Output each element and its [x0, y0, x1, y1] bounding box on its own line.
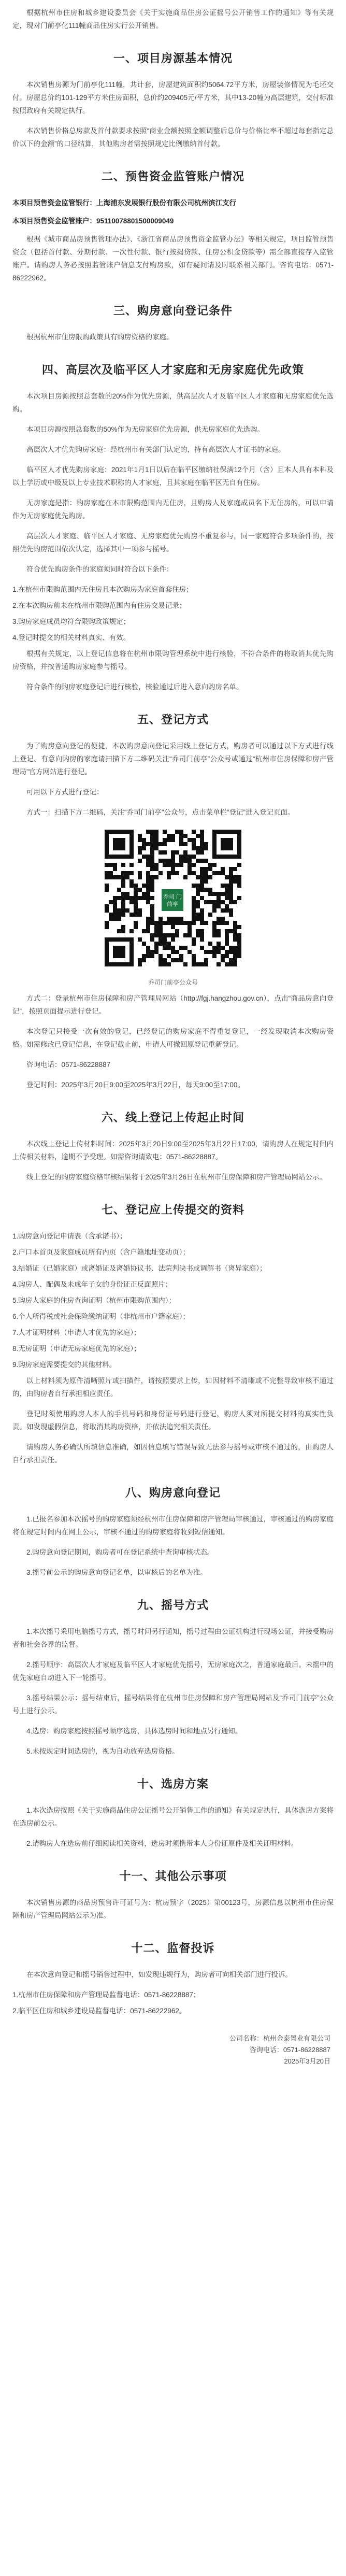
- paragraph: 3.摇号前公示的购房意向登记名单，以审核后的名单为准。: [26, 1569, 207, 1576]
- qr-section: [12, 829, 334, 987]
- section-title-11: 十一、其他公示事项: [119, 1870, 227, 1883]
- paragraph: 本次销售价格总房款及首付款要求按照“商业金额按照金额调整后总价与价格比率不超过每套指定总价以下的金额”的口径结算，其他购房者需按照规定比例缴纳首付款。: [12, 127, 334, 148]
- paragraph: 登记时间：2025年3月20日9:00至2025年3月22日，每天9:00至17:00。: [26, 1081, 244, 1089]
- paragraph: 本项目房源按照总套数的50%作为无房家庭优先房源，供无房家庭优先选购。: [26, 425, 265, 433]
- paragraph: 以上材料须为原件清晰照片或扫描件，请按照要求上传，如因材料不清晰或不完整导致审核不通过的，由购房者自行承担相应责任。: [12, 1377, 334, 1398]
- section-title-7: 七、登记应上传提交的资料: [101, 1203, 244, 1216]
- paragraph: 1.本次摇号采用电脑摇号方式，摇号时间另行通知，摇号过程由公证机构进行现场公证，并接受购房者和社会各界的监督。: [12, 1628, 334, 1648]
- list-item: 6.个人所得税或社会保险缴纳证明（非杭州市户籍家庭）；: [12, 1313, 190, 1320]
- list-item: 9.购房家庭需要提交的其他材料。: [12, 1361, 117, 1369]
- list-item: 1.杭州市住房保障和房产管理局监督电话：0571-86228887；: [12, 1991, 200, 1999]
- paragraph: 根据《城市商品房预售管理办法》、《浙江省商品房预售资金监管办法》等相关规定，项目监管预售资金（包括首付款、分期付款、一次性付款、银行按揭贷款、住房公积金贷款等）需全部直接存入监管账户。请购房人务必按照监管账户信息支付购房款，如有疑问请及时联系相关部门。咨询电话：0571-86222962。: [12, 235, 334, 282]
- paragraph: 为了购房意向登记的便捷，本次购房意向登记采用线上登记方式，购房者可以通过以下方式进行线上登记。有意向购房的家庭请扫描下方二维码关注“乔司门前亭”公众号或通过“杭州市住房保障和房产管理局”官方网站进行登记。: [12, 742, 334, 776]
- publish-date: 2025年3月20日: [284, 2057, 330, 2065]
- section-title-12: 十二、监督投诉: [131, 1942, 215, 1955]
- paragraph: 3.摇号结果公示：摇号结束后，摇号结果将在杭州市住房保障和房产管理局网站及“乔司门前亭”公众号上进行公示。: [12, 1694, 334, 1715]
- paragraph: 2.摇号顺序：高层次人才家庭及临平区人才家庭优先摇号，无房家庭次之，普通家庭最后。未摇中的优先家庭自动进入下一轮摇号。: [12, 1661, 334, 1682]
- paragraph: 无房家庭是指：购房家庭在本市限购范围内无住房，且购房人及家庭成员名下无住房的，可以申请作为无房家庭优先购房。: [12, 499, 334, 520]
- paragraph: 1.本次选房按照《关于实施商品住房公证摇号公开销售工作的通知》有关规定执行，具体选房方案将在选房前公示。: [12, 1806, 334, 1827]
- paragraph: 临平区人才优先购房家庭：2021年1月1日以后在临平区缴纳社保满12个月（含）且本人具有本科及以上学历或中级及以上专业技术职称的人才家庭，且其家庭在临平区无自有住房。: [12, 466, 334, 487]
- list-item: 8.无房证明（申请无房家庭优先的家庭）；: [12, 1345, 141, 1353]
- paragraph: 5.未按规定时间选房的，视为自动放弃选房资格。: [26, 1747, 179, 1755]
- paragraph: 请购房人务必确认所填信息准确，如因信息填写错误导致无法参与摇号或审核不通过的，由购房人自行承担责任。: [12, 1443, 334, 1464]
- intro-paragraph: 根据杭州市住房和城乡建设委员会《关于实施商品住房公证摇号公开销售工作的通知》等有关规定，现对门前亭化111幢商品住房实行公开销售。: [12, 9, 334, 30]
- paragraph: 咨询电话：0571-86228887: [26, 1061, 111, 1069]
- paragraph: 线上登记的购房家庭资格审核结果将于2025年3月26日在杭州市住房保障和房产管理局网站公示。: [26, 1173, 327, 1181]
- paragraph: 本次销售房源为门前亭化111幢，共计套，房屋建筑面积约5064.72平方米，房屋装修情况为毛坯交付。房屋总价约101-129平方米住房面积，总价约209405元/平方米，其中13-20幢为高层建筑，交付标准按照政府有关规定执行。: [12, 81, 334, 115]
- section-title-6: 六、线上登记上传起止时间: [101, 1111, 244, 1124]
- section-title-9: 九、摇号方式: [137, 1599, 209, 1612]
- list-item: 3.结婚证（已婚家庭）或离婚证及离婚协议书、法院判决书或调解书（离异家庭）；: [12, 1264, 267, 1272]
- section-title-10: 十、选房方案: [137, 1777, 209, 1790]
- paragraph: 本次登记只接受一次有效的登记，已经登记的购房家庭不得重复登记，一经发现取消本次购房资格。如需修改已登记信息，在登记截止前，申请人可撤回原登记重新登记。: [12, 1028, 334, 1048]
- account-line: 本项目预售资金监管账户：95110078801500009049: [12, 217, 174, 225]
- qr-code[interactable]: [104, 829, 242, 972]
- section-title-8: 八、购房意向登记: [125, 1486, 221, 1499]
- company-name: 公司名称：杭州金泰置业有限公司: [229, 2034, 330, 2042]
- paragraph: 可用以下方式进行登记：: [26, 788, 104, 796]
- list-item: 3.购房家庭成员均符合限购政策规定；: [12, 618, 131, 625]
- paragraph: 高层次人才家庭、临平区人才家庭、无房家庭优先购房不重复参与，同一家庭符合多项条件的，按照优先购房范围依次认定，选择其中一项参与摇号。: [12, 532, 334, 553]
- paragraph: 在本次意向登记和摇号销售过程中，如发现违规行为，购房者可向相关部门进行投诉。: [26, 1971, 292, 1979]
- paragraph: 符合条件的购房家庭登记后进行核验，核验通过后进入意向购房名单。: [26, 683, 243, 691]
- list-item: 4.购房人、配偶及未成年子女的身份证正反面照片；: [12, 1280, 172, 1288]
- list-item: 7.人才证明材料（申请人才优先的家庭）；: [12, 1329, 141, 1336]
- paragraph: 高层次人才优先购房家庭：经杭州市有关部门认定的，持有高层次人才证书的家庭。: [26, 446, 285, 453]
- list-item: 5.购房人家庭的住房查询证明（杭州市限购范围内）；: [12, 1297, 176, 1304]
- qr-caption: 乔司门前亭公众号: [148, 979, 198, 986]
- paragraph: 2.购房意向登记期间，购房者可在登记系统中查询审核状态。: [26, 1548, 214, 1556]
- section-title-3: 三、购房意向登记条件: [113, 304, 233, 317]
- list-item: 1.购房意向登记申请表（含承诺书）；: [12, 1232, 127, 1240]
- list-item: 4.登记时提交的相关材料真实、有效。: [12, 634, 131, 642]
- paragraph: 根据有关规定，以上登记信息将在杭州市限购管理系统中进行核验，不符合条件的将取消其优先购房资格，并按普通购房家庭参与摇号。: [12, 650, 334, 671]
- paragraph: 本次销售房源的商品房预售许可证号为：杭房预字（2025）第00123号，房源信息以杭州市住房保障和房产管理局网站公示为准。: [12, 1899, 334, 1919]
- footer: [12, 2033, 334, 2067]
- section-title-5: 五、登记方式: [137, 713, 209, 726]
- qr-logo-icon: 乔司 门前亭: [160, 888, 185, 913]
- list-item: 2.临平区住房和城乡建设局监督电话：0571-86222962。: [12, 2007, 186, 2015]
- section-title-2: 二、预售资金监管账户情况: [101, 170, 244, 183]
- paragraph: 4.选房：购房家庭按照摇号顺序选房，具体选房时间和地点另行通知。: [26, 1727, 242, 1735]
- paragraph: 方式一：扫描下方二维码，关注“乔司门前亭”公众号，点击菜单栏“登记”进入登记页面。: [26, 808, 295, 816]
- list-item: 1.在杭州市限购范围内无住房且本次购房为家庭首套住房；: [12, 586, 193, 593]
- paragraph: 2.请购房人在选房前仔细阅读相关资料，选房时须携带本人身份证原件及相关证明材料。: [26, 1840, 298, 1847]
- paragraph: 方式二：登录杭州市住房保障和房产管理局网站（http://fgj.hangzhou.gov.cn），点击“商品房意向登记”，按照页面提示进行登记。: [12, 994, 334, 1015]
- paragraph: 根据杭州市住房限购政策具有购房资格的家庭。: [26, 333, 174, 341]
- section-title-1: 一、项目房源基本情况: [113, 52, 233, 65]
- paragraph: 本次项目房源按照总套数的20%作为优先房源，供高层次人才及临平区人才家庭和无房家庭优先选购。: [12, 392, 334, 413]
- bank-line: 本项目预售资金监管银行：上海浦东发展银行股份有限公司杭州滨江支行: [12, 199, 236, 207]
- list-item: 2.在本次购房前未在杭州市限购范围内有住房交易记录；: [12, 602, 186, 609]
- paragraph: 本次线上登记上传材料时间：2025年3月20日9:00至2025年3月22日17:00，请购房人在规定时间内上传相关材料，逾期不予受理。如需咨询请致电：0571-86228887。: [12, 1140, 334, 1161]
- paragraph: 1.已报名参加本次摇号的购房家庭须经杭州市住房保障和房产管理局审核通过，审核通过的购房家庭将在规定时间内在网上公示，审核不通过的购房家庭将收到短信通知。: [12, 1515, 334, 1536]
- contact-phone: 咨询电话：0571-86228887: [249, 2046, 330, 2054]
- paragraph: 符合优先购房条件的家庭须同时符合以下条件：: [26, 565, 174, 573]
- list-item: 2.户口本首页及家庭成员所有内页（含户籍地址变动页）；: [12, 1248, 190, 1256]
- paragraph: 登记时须使用购房人本人的手机号码和身份证号码进行登记，购房人须对所提交材料的真实性负责。如发现虚假信息，将取消其购房资格，并依法追究相关责任。: [12, 1410, 334, 1431]
- section-title-4: 四、高层次及临平区人才家庭和无房家庭优先政策: [41, 363, 304, 376]
